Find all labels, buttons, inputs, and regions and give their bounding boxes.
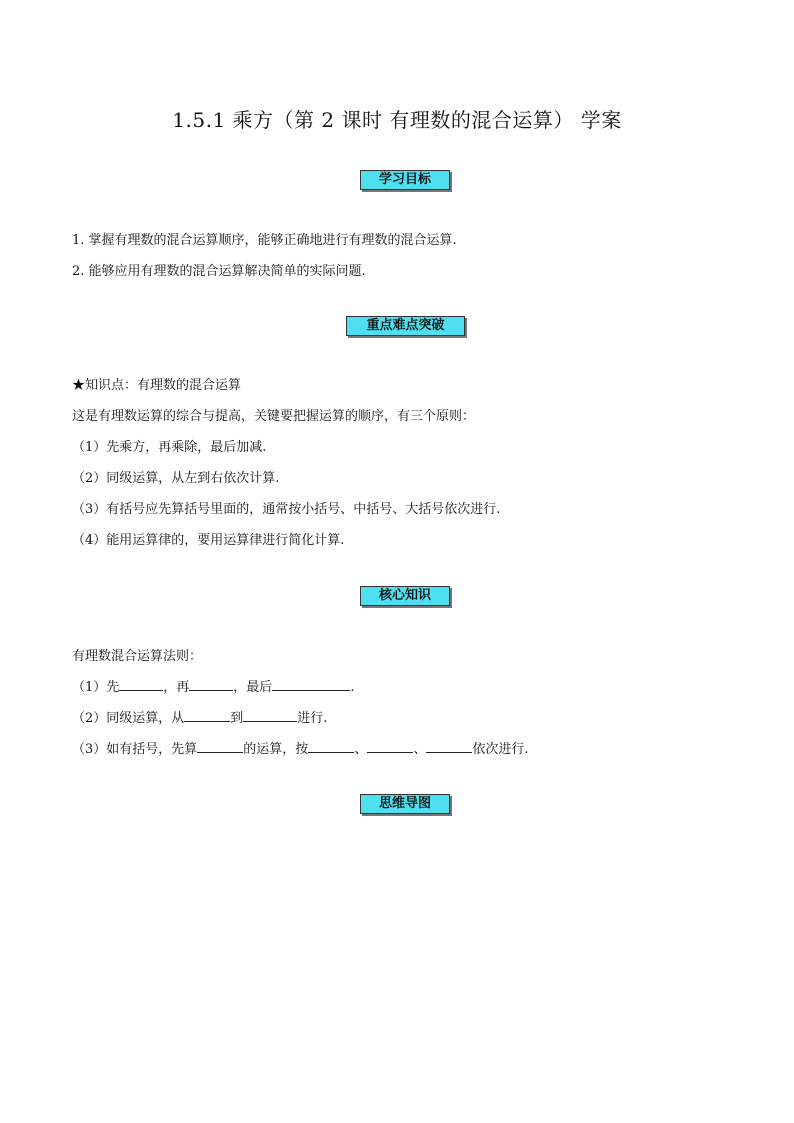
answer-blank[interactable]	[272, 678, 350, 691]
answer-blank[interactable]	[426, 740, 472, 753]
section-mind-map-label: 思维导图	[360, 794, 450, 814]
answer-blank[interactable]	[197, 740, 243, 753]
answer-blank[interactable]	[367, 740, 413, 753]
fill-line-3-text-d: 、	[413, 742, 427, 757]
fill-line-1-text-c: ，最后	[233, 680, 273, 695]
knowledge-point-heading: ★知识点：有理数的混合运算	[72, 378, 242, 393]
fill-line-3-text-a: （3）如有括号，先算	[72, 742, 198, 757]
rule-item-2: （2）同级运算，从左到右依次计算.	[72, 471, 280, 486]
fill-line-2	[72, 707, 327, 726]
fill-line-1	[72, 676, 354, 695]
fill-line-2-text-a: （2）同级运算，从	[72, 711, 185, 726]
answer-blank[interactable]	[308, 740, 354, 753]
core-heading: 有理数混合运算法则：	[72, 649, 203, 664]
section-goals-label: 学习目标	[360, 170, 450, 190]
answer-blank[interactable]	[119, 678, 163, 691]
rule-item-4: （4）能用运算律的，要用运算律进行简化计算.	[72, 533, 345, 548]
rule-item-1: （1）先乘方，再乘除，最后加减.	[72, 440, 267, 455]
fill-line-1-text-d: .	[350, 680, 355, 695]
fill-line-3	[72, 738, 528, 757]
fill-line-2-text-b: 到	[230, 711, 244, 726]
goal-item-1: 1. 掌握有理数的混合运算顺序，能够正确地进行有理数的混合运算.	[72, 233, 457, 248]
fill-line-1-text-a: （1）先	[72, 680, 120, 695]
fill-line-3-text-e: 依次进行.	[472, 742, 529, 757]
goal-item-2: 2. 能够应用有理数的混合运算解决简单的实际问题.	[72, 264, 366, 279]
fill-line-3-text-c: 、	[354, 742, 368, 757]
section-key-points-label: 重点难点突破	[346, 316, 465, 336]
answer-blank[interactable]	[243, 709, 297, 722]
page-title: 1.5.1 乘方（第 2 课时 有理数的混合运算） 学案	[172, 108, 622, 132]
fill-line-1-text-b: ，再	[163, 680, 190, 695]
section-core-label: 核心知识	[360, 586, 450, 606]
knowledge-point-intro: 这是有理数运算的综合与提高，关键要把握运算的顺序，有三个原则：	[72, 409, 476, 424]
fill-line-2-text-c: 进行.	[297, 711, 328, 726]
answer-blank[interactable]	[184, 709, 230, 722]
answer-blank[interactable]	[189, 678, 233, 691]
rule-item-3: （3）有括号应先算括号里面的，通常按小括号、中括号、大括号依次进行.	[72, 502, 501, 517]
fill-line-3-text-b: 的运算，按	[243, 742, 309, 757]
